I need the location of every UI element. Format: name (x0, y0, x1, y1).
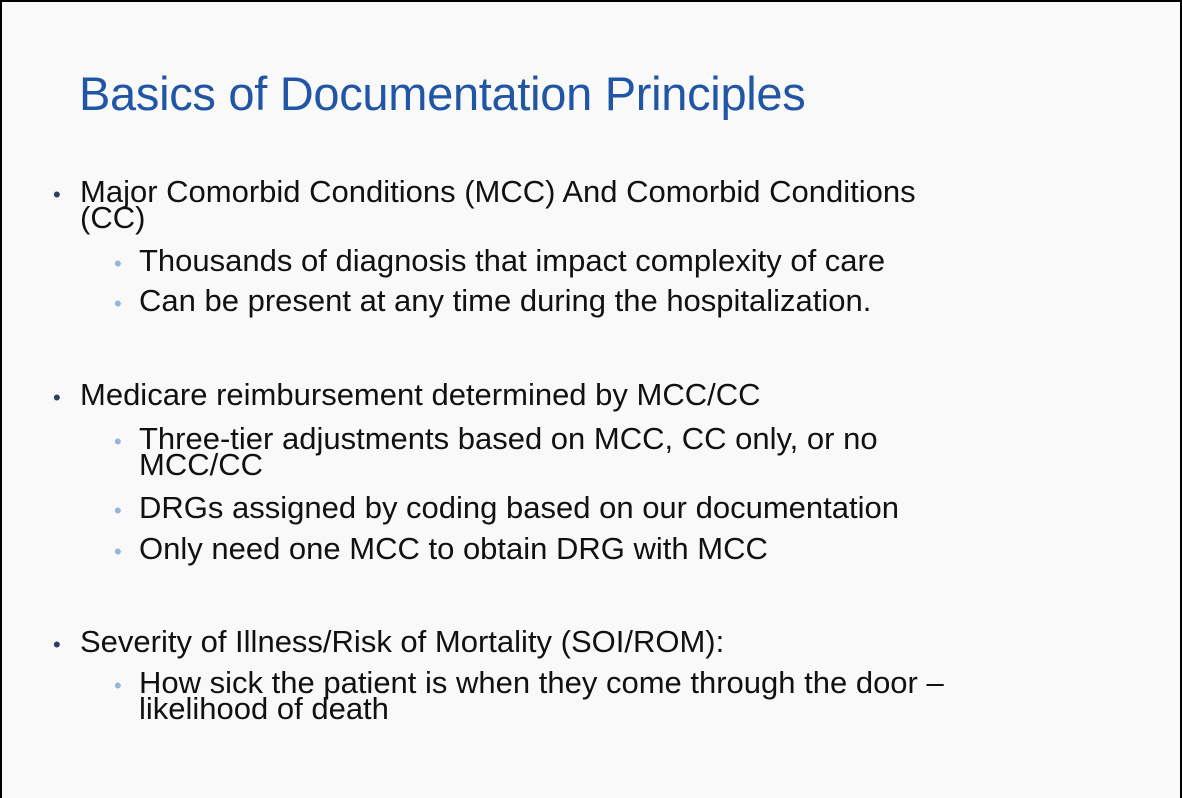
sub-bullet-item (114, 531, 768, 566)
sub-bullet-text-line: How sick the patient is when they come through the door – (139, 665, 944, 700)
sub-bullet-item (114, 665, 944, 726)
sub-bullet-icon: • (114, 429, 122, 454)
sub-bullet-text-line: likelihood of death (139, 691, 389, 726)
slide (2, 2, 1180, 798)
bullet-icon: • (53, 385, 61, 410)
sub-bullet-text-line: Three-tier adjustments based on MCC, CC only, or no (139, 421, 878, 456)
bullet-text-line: Severity of Illness/Risk of Mortality (SOI/ROM): (80, 624, 725, 659)
bullet-item-mcc-cc (53, 174, 916, 235)
sub-bullet-item (114, 490, 899, 525)
sub-bullet-text-line: MCC/CC (139, 447, 263, 482)
bullet-icon: • (53, 182, 61, 207)
sub-bullet-icon: • (114, 291, 122, 316)
sub-bullet-icon: • (114, 539, 122, 564)
sub-bullet-icon: • (114, 673, 122, 698)
bullet-item-medicare-reimbursement (53, 377, 761, 412)
sub-bullet-icon: • (114, 251, 122, 276)
sub-bullet-icon: • (114, 498, 122, 523)
sub-bullet-text-line: Thousands of diagnosis that impact complexity of care (139, 243, 886, 278)
bullet-text-line: (CC) (80, 200, 146, 235)
bullet-text-line: Medicare reimbursement determined by MCC/CC (80, 377, 761, 412)
sub-bullet-text-line: DRGs assigned by coding based on our documentation (139, 490, 899, 525)
sub-bullet-item (114, 421, 878, 482)
bullet-icon: • (53, 632, 61, 657)
bullet-text-line: Major Comorbid Conditions (MCC) And Comorbid Conditions (80, 174, 916, 209)
sub-bullet-text-line: Can be present at any time during the hospitalization. (139, 283, 872, 318)
bullet-item-soi-rom (53, 624, 725, 659)
sub-bullet-text-line: Only need one MCC to obtain DRG with MCC (139, 531, 768, 566)
bullet-list (2, 2, 1180, 798)
sub-bullet-item (114, 243, 886, 278)
slide-title: Basics of Documentation Principles (79, 67, 806, 120)
sub-bullet-item (114, 283, 872, 318)
